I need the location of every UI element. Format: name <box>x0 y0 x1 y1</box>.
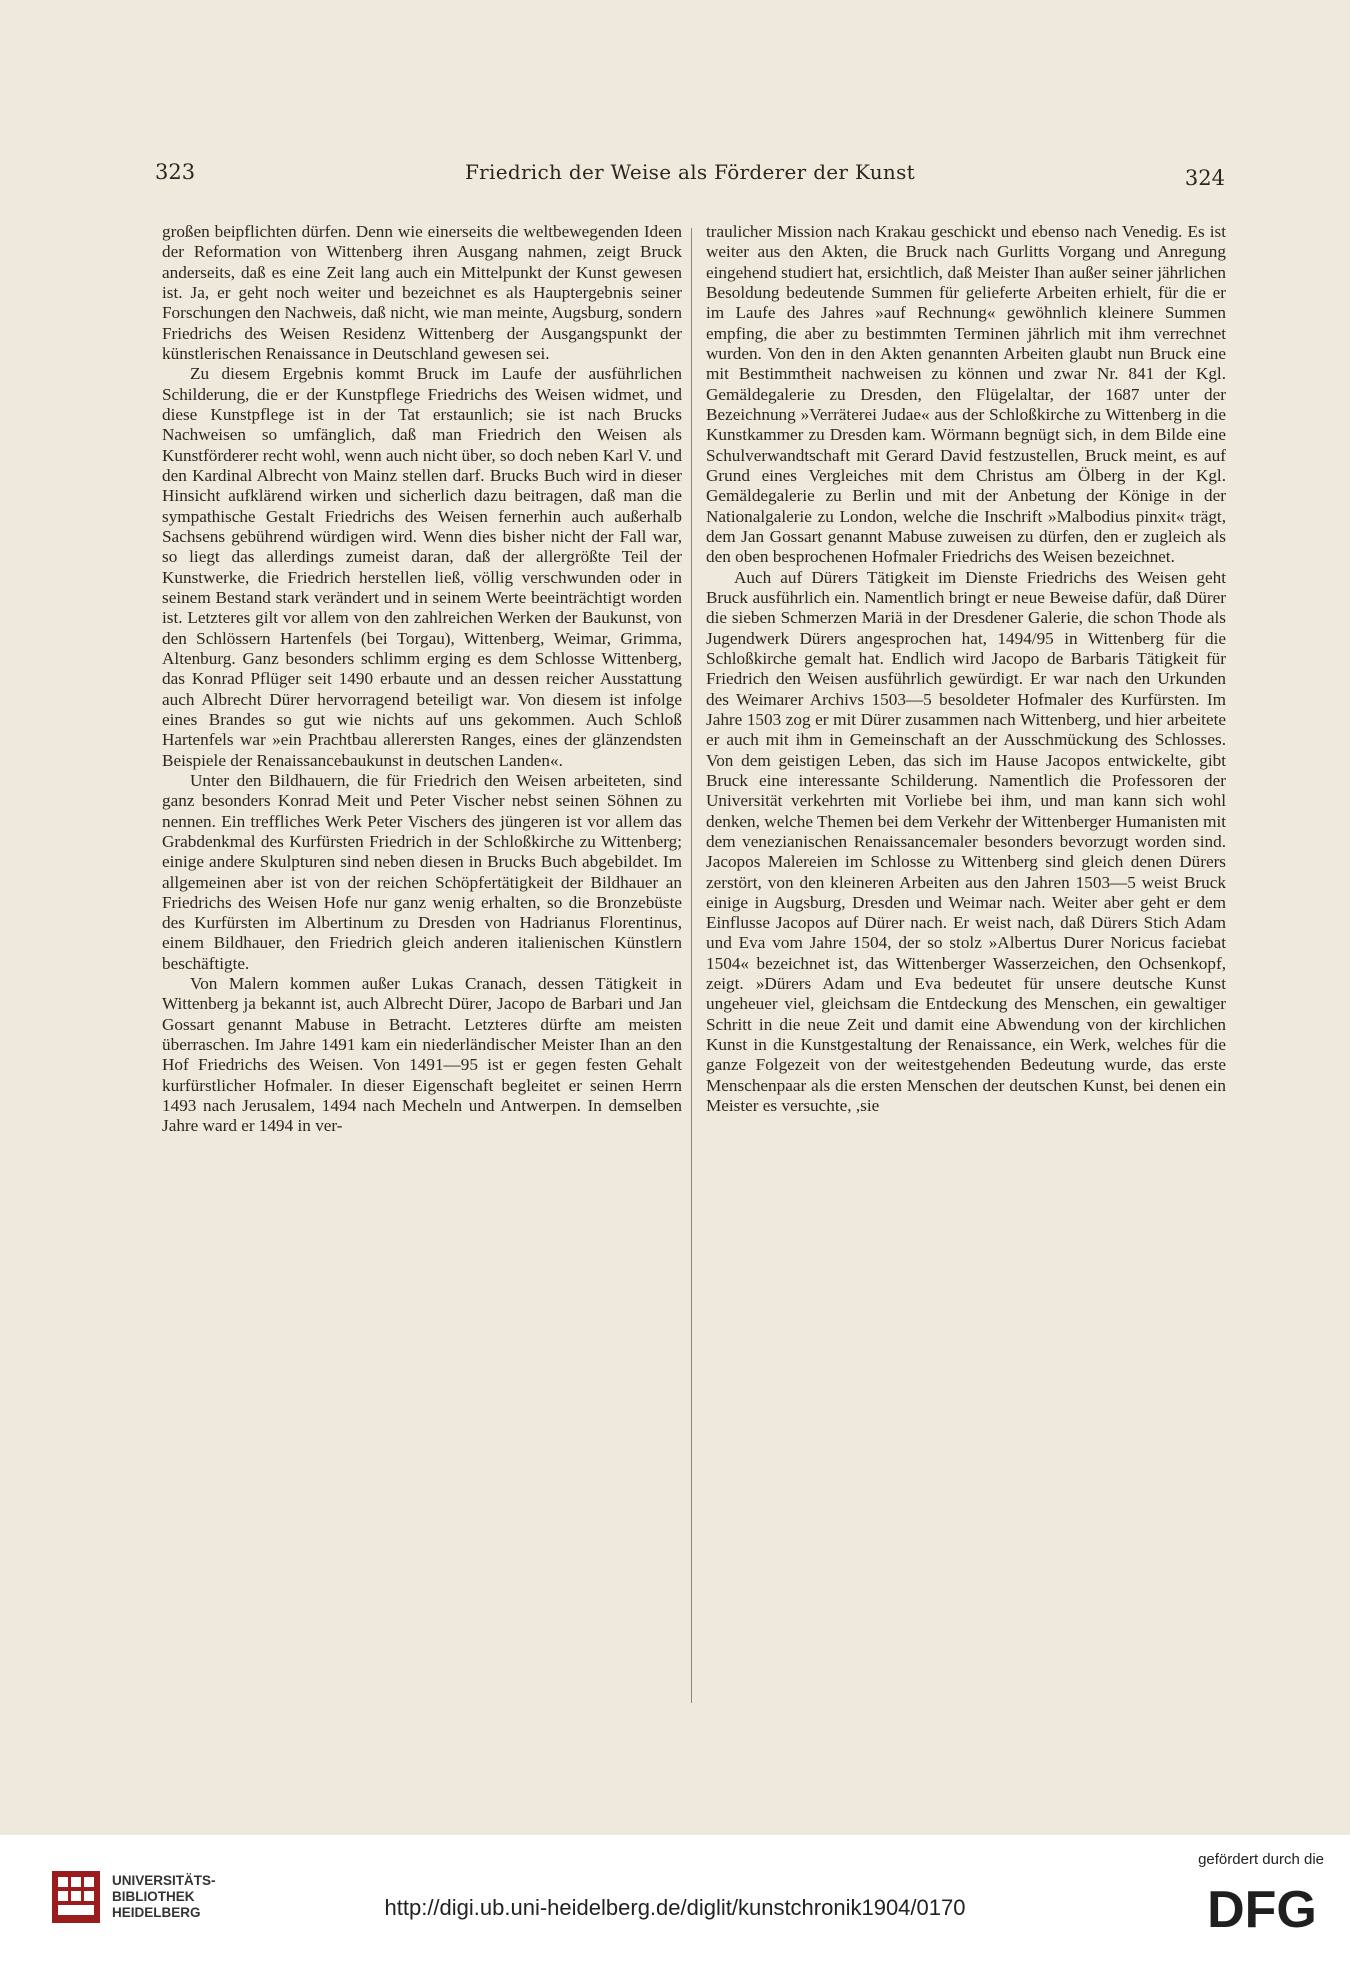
library-name: UNIVERSITÄTS- BIBLIOTHEK HEIDELBERG <box>112 1873 216 1920</box>
funded-by-label: gefördert durch die <box>1198 1851 1324 1868</box>
column-divider <box>691 228 692 1703</box>
paragraph: großen beipflichten dürfen. Denn wie einerseits die weltbewegenden Ideen der Reformation von Wittenberg ihren Ausgang nahmen, zeigt Bruck anderseits, daß es eine Zeit lang auch ein Mittelpunkt der Kunst gewesen ist. Ja, er geht noch weiter und bezeichnet es als Hauptergebnis seiner Forschungen den Nachweis, daß nicht, wie man meinte, Augsburg, sondern Friedrichs des Weisen Residenz Wittenberg der Ausgangspunkt der künstlerischen Renaissance in Deutschland gewesen sei. <box>162 222 682 363</box>
dfg-logo-icon <box>1202 1877 1322 1937</box>
paragraph: traulicher Mission nach Krakau geschickt und ebenso nach Venedig. Es ist weiter aus den Akten, die Bruck nach Gurlitts Vorgang und Anregung eingehend studiert hat, ersichtlich, daß Meister Ihan außer seiner jährlichen Besoldung bedeutende Summen für gelieferte Arbeiten erhielt, für die er im Laufe des Jahres »auf Rechnung« gewöhnlich kleinere Summen empfing, die aber zu bestimmten Terminen jährlich mit ihm verrechnet wurden. Von den in den Akten genannten Arbeiten glaubt nun Bruck eine mit Bestimmtheit nachweisen zu können und zwar Nr. 841 der Kgl. Gemäldegalerie zu Dresden, den Flügelaltar, der 1687 unter der Bezeichnung »Verräterei Judae« aus der Schloßkirche zu Wittenberg in die Kunstkammer zu Dresden kam. Wörmann begnügt sich, in dem Bilde eine Schulverwandtschaft mit Gerard David festzustellen, Bruck meint, es auf Grund eines Vergleiches mit dem Christus am Ölberg in der Kgl. Gemäldegalerie zu Berlin und mit der Anbetung der Könige in der Nationalgalerie zu London, welche die Inschrift »Malbodius pinxit« trägt, dem Jan Gossart genannt Mabuse zuweisen zu dürfen, den er zugleich als den oben besprochenen Hofmaler Friedrichs des Weisen bezeichnet. <box>706 222 1226 567</box>
page-number-left: 323 <box>155 160 196 184</box>
running-header <box>155 160 1225 194</box>
paragraph: Von Malern kommen außer Lukas Cranach, dessen Tätigkeit in Wittenberg ja bekannt ist, auch Albrecht Dürer, Jacopo de Barbari und Jan Gossart genannt Mabuse in Betracht. Letzteres dürfte am meisten überraschen. Im Jahre 1491 kam ein niederländischer Meister Ihan an den Hof Friedrichs des Weisen. Von 1491—95 ist er gegen festen Gehalt kurfürstlicher Hofmaler. In dieser Eigenschaft begleitet er seinen Herrn 1493 nach Jerusalem, 1494 nach Mecheln und Antwerpen. In demselben Jahre ward er 1494 in ver- <box>162 974 682 1136</box>
paragraph: Unter den Bildhauern, die für Friedrich den Weisen arbeiteten, sind ganz besonders Konrad Meit und Peter Vischer nebst seinen Söhnen zu nennen. Ein treffliches Werk Peter Vischers des jüngeren ist vor allem das Grabdenkmal des Kurfürsten Friedrich in der Schloßkirche zu Wittenberg; einige andere Skulpturen sind neben diesen in Brucks Buch abgebildet. Im allgemeinen aber ist von der reichen Schöpfertätigkeit der Bildhauer an Friedrichs des Weisen Hofe nur ganz wenig erhalten, so die Bronzebüste des Kurfürsten im Albertinum zu Dresden von Hadrianus Florentinus, einem Bildhauer, den Friedrich gleich anderen italienischen Künstlern beschäftigte. <box>162 770 682 973</box>
running-title: Friedrich der Weise als Förderer der Kunst <box>464 160 916 184</box>
left-column <box>162 222 682 1137</box>
viewer-footer <box>0 1835 1350 1965</box>
page-number-right: 324 <box>1184 166 1225 190</box>
svg-text:DFG: DFG <box>1207 1881 1317 1937</box>
right-column <box>706 222 1226 1116</box>
paragraph: Zu diesem Ergebnis kommt Bruck im Laufe der ausführlichen Schilderung, die er der Kunstpflege Friedrichs des Weisen widmet, und diese Kunstpflege ist in der Tat erstaunlich; sie ist nach Brucks Nachweisen so umfänglich, daß man Friedrich den Weisen als Kunstförderer recht wohl, wenn auch nicht über, so doch neben Karl V. und den Kardinal Albrecht von Mainz stellen darf. Brucks Buch wird in dieser Hinsicht aufklärend wirken und sicherlich dazu beitragen, daß man die sympathische Gestalt Friedrichs des Weisen fernerhin auch außerhalb Sachsens gebührend würdigen wird. Wenn dies bisher nicht der Fall war, so liegt das allerdings zumeist daran, daß der allergrößte Teil der Kunstwerke, die Friedrich herstellen ließ, völlig verschwunden oder in seinem Bestand stark verändert und in seinem Werte beeinträchtigt worden ist. Letzteres gilt vor allem von den zahlreichen Werken der Baukunst, von den Schlössern Hartenfels (bei Torgau), Wittenberg, Weimar, Grimma, Altenburg. Ganz besonders schlimm erging es dem Schlosse Wittenberg, das Konrad Pflüger seit 1490 erbaute und an dessen reicher Ausstattung auch Albrecht Dürer hervorragend beteiligt war. Von diesem ist infolge eines Brandes so gut wie nichts auf uns gekommen. Auch Schloß Hartenfels war »ein Prachtbau allerersten Ranges, eines der glänzendsten Beispiele der Renaissancebaukunst in deutschen Landen«. <box>162 364 682 770</box>
permalink-url[interactable]: http://digi.ub.uni-heidelberg.de/diglit/kunstchronik1904/0170 <box>384 1895 966 1920</box>
paragraph: Auch auf Dürers Tätigkeit im Dienste Friedrichs des Weisen geht Bruck ausführlich ein. Namentlich bringt er neue Beweise dafür, daß Dürer die sieben Schmerzen Mariä in der Dresdener Galerie, die schon Thode als Jugendwerk Dürers angesprochen hat, 1494/95 in Wittenberg für die Schloßkirche gemalt hat. Endlich wird Jacopo de Barbaris Tätigkeit für Friedrich den Weisen ausführlich gewürdigt. Er war nach den Urkunden des Weimarer Archivs 1503—5 besoldeter Hofmaler des Kurfürsten. Im Jahre 1503 zog er mit Dürer zusammen nach Wittenberg, und hier arbeitete er auch mit ihm in Gemeinschaft an der Ausschmückung des Schlosses. Von dem geistigen Leben, das sich im Hause Jacopos entwickelte, gibt Bruck eine interessante Schilderung. Namentlich die Professoren der Universität verkehrten mit Vorliebe bei ihm, und man kann sich wohl denken, welche Themen bei dem Verkehr der Wittenberger Humanisten mit dem venezianischen Renaissancemaler besonders bevorzugt worden sind. Jacopos Malereien im Schlosse zu Wittenberg sind gleich denen Dürers zerstört, von den kleineren Arbeiten aus den Jahren 1503—5 weist Bruck einige in Augsburg, Dresden und Weimar nach. Weiter aber geht er dem Einflusse Jacopos auf Dürer nach. Er weist nach, daß Dürers Stich Adam und Eva vom Jahre 1504, der so stolz »Albertus Durer Noricus faciebat 1504« bezeichnet ist, das Wittenberger Wasserzeichen, den Ochsenkopf, zeigt. »Dürers Adam und Eva bedeutet für unsere deutsche Kunst ungeheuer viel, gleichsam die Entdeckung des Menschen, ein gewaltiger Schritt in die neue Zeit und damit eine Abwendung von der kirchlichen Kunst in die Kunstgestaltung der Renaissance, ein Werk, welches für die ganze Folgezeit von der weitestgehenden Bedeutung wurde, das erste Menschenpaar als die ersten Menschen der deutschen Kunst, bei denen ein Meister es versuchte, ,sie <box>706 567 1226 1116</box>
